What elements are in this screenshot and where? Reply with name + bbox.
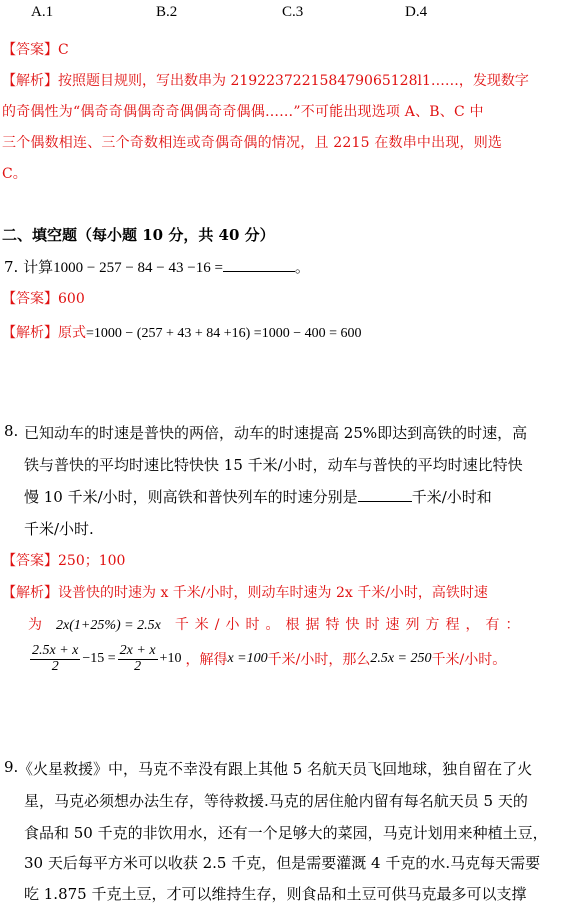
q8-line-1: 已知动车的时速是普快的两倍，动车的时速提高 25%即达到高铁的时速，高 bbox=[24, 424, 528, 442]
option-b: B.2 bbox=[156, 4, 178, 20]
answer-tag: 【答案】 bbox=[2, 553, 58, 569]
analysis-tag: 【解析】 bbox=[2, 73, 58, 89]
q6-analysis-line-1: 【解析】按照题目规则，写出数串为 219223722158479065128l1……，发现数字 bbox=[2, 73, 529, 89]
q7-question: 7. 计算1000 − 257 − 84 − 43 −16 = 。 bbox=[4, 258, 310, 276]
q8-number: 8. bbox=[4, 422, 19, 440]
q9-line-5: 吃 1.875 千克土豆，才可以维持生存，则食品和土豆可供马克最多可以支撑 bbox=[24, 885, 527, 903]
q8-line-3: 慢 10 千米/小时，则高铁和普快列车的时速分别是 千米/小时和 bbox=[24, 488, 492, 506]
q6-answer-line bbox=[2, 39, 69, 59]
analysis-tag: 【解析】 bbox=[2, 325, 58, 341]
q8-equation-line: $\frac{2.5x + x}{2}$ −15 = $\frac{2x + x}{2}$ +10 ，解得 x =100 千米/小时，那么 2.5x = 250 千米/小时。 bbox=[32, 643, 507, 674]
q8-answer-line bbox=[2, 550, 125, 570]
answer-value: 600 bbox=[58, 291, 85, 307]
math-expression: =1000 − (257 + 43 + 84 +16) =1000 − 400 = 600 bbox=[86, 326, 362, 341]
question-number: 7. bbox=[4, 258, 19, 276]
q9-line-3: 食品和 50 千克的非饮用水，还有一个足够大的菜园，马克计划用来种植土豆， bbox=[24, 824, 548, 842]
q7-analysis-line: 【解析】原式=1000 − (257 + 43 + 84 +16) =1000 − 400 = 600 bbox=[2, 325, 362, 341]
q6-analysis-line-4: C。 bbox=[2, 166, 27, 182]
q8-line-4: 千米/小时. bbox=[24, 520, 94, 538]
fraction-2: $\frac{2x + x}{2}$ bbox=[119, 643, 156, 674]
analysis-tag: 【解析】 bbox=[2, 585, 58, 601]
math-expression: 1000 − 257 − 84 − 43 −16 = bbox=[53, 260, 223, 276]
math-expression: 2x(1+25%) = 2.5x bbox=[56, 618, 161, 633]
q9-line-4: 30 天后每平方米可以收获 2.5 千克，但是需要灌溉 4 千克的水.马克每天需要 bbox=[24, 854, 541, 872]
q6-analysis-line-3: 三个偶数相连、三个奇数相连或奇偶奇偶的情况，且 2215 在数串中出现，则选 bbox=[2, 135, 503, 151]
option-d: D.4 bbox=[405, 4, 428, 20]
q9-number: 9. bbox=[4, 758, 19, 776]
answer-tag: 【答案】 bbox=[2, 42, 58, 58]
q9-line-2: 星，马克必须想办法生存，等待救援.马克的居住舱内留有每名航天员 5 天的 bbox=[24, 792, 528, 810]
answer-blank-1 bbox=[358, 487, 412, 502]
q6-analysis-line-2: 的奇偶性为“偶奇奇偶偶奇奇偶偶奇奇偶偶……”不可能出现选项 A、B、C 中 bbox=[2, 104, 484, 120]
q9-line-1: 《火星救援》中，马克不幸没有跟上其他 5 名航天员飞回地球，独自留在了火 bbox=[18, 760, 533, 778]
answer-tag: 【答案】 bbox=[2, 291, 58, 307]
q7-answer-line bbox=[2, 288, 85, 308]
section-title: 二、填空题（每小题 10 分，共 40 分） bbox=[2, 226, 275, 244]
answer-value: 250；100 bbox=[58, 553, 126, 569]
option-c: C.3 bbox=[282, 4, 304, 20]
answer-value: C bbox=[58, 42, 69, 58]
q8-line-2: 铁与普快的平均时速比特快快 15 千米/小时，动车与普快的平均时速比特快 bbox=[24, 456, 523, 474]
q8-analysis-line-2: 为 2x(1+25%) = 2.5x 千米/小时。根据特快时速列方程，有： bbox=[28, 617, 526, 633]
option-a: A.1 bbox=[31, 4, 54, 20]
q8-analysis-line-1: 【解析】设普快的时速为 x 千米/小时，则动车时速为 2x 千米/小时，高铁时速 bbox=[2, 585, 488, 601]
fraction-1: $\frac{2.5x + x}{2}$ bbox=[32, 643, 79, 674]
answer-blank bbox=[223, 257, 295, 272]
